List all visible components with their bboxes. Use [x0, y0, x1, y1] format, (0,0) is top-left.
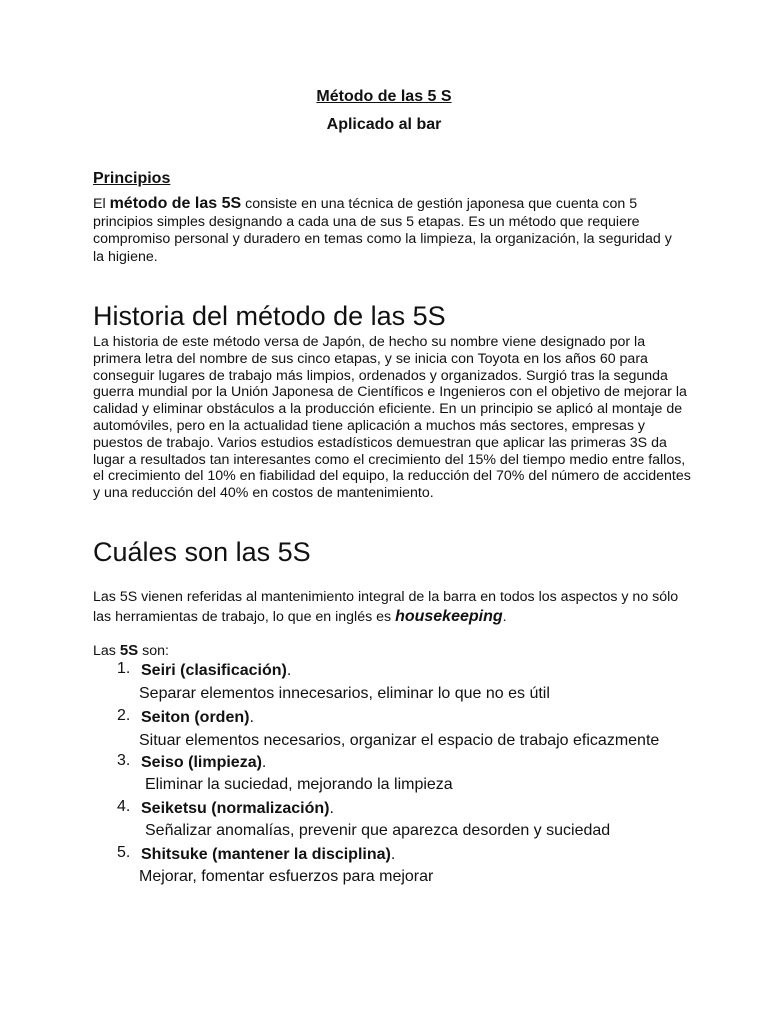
housekeeping-term: housekeeping [395, 608, 503, 625]
list-item [117, 844, 697, 888]
list-item-term-dot: . [329, 800, 334, 817]
list-intro-pre: Las [93, 643, 120, 659]
list-item-term-bold: Seiri (clasificación) [141, 662, 287, 679]
list-item-description: Señalizar anomalías, prevenir que aparezca desorden y suciedad [145, 822, 611, 839]
list-item-term-dot: . [286, 662, 292, 679]
list-item-number: 2. [117, 707, 131, 724]
list-item-term [141, 752, 697, 774]
historia-heading: Historia del método de las 5S [93, 301, 446, 331]
list-item-term [141, 660, 697, 682]
list-item-description: Eliminar la suciedad, mejorando la limpieza [145, 776, 453, 793]
cuales-paragraph [93, 588, 683, 627]
list-item-term-bold: Shitsuke (mantener la disciplina) [141, 846, 391, 863]
principios-intro-post: consiste en una técnica de gestión japonesa que cuenta con 5 principios simples designando a cada una de sus 5 etapas. Es un método que requiere compromiso personal y duradero en temas como la limpieza, la organización, la seguridad y la higiene. [93, 196, 672, 265]
list-item [117, 660, 697, 705]
list-item-term [141, 844, 697, 866]
list-intro-post: son: [138, 643, 169, 659]
list-item-term-bold: Seiso (limpieza) [141, 754, 262, 771]
document-subtitle: Aplicado al bar [326, 116, 442, 133]
list-item-description: Situar elementos necesarios, organizar el espacio de trabajo eficazmente [139, 732, 660, 749]
list-item-number: 4. [117, 798, 131, 815]
principios-heading: Principios [93, 170, 171, 187]
list-item [117, 707, 697, 752]
list-item-number: 5. [117, 844, 131, 861]
cuales-text-pre: Las 5S vienen referidas al mantenimiento integral de la barra en todos los aspectos y no sólo las herramientas de trabajo, lo que en inglés es [93, 589, 679, 625]
list-item-number: 1. [117, 660, 131, 677]
list-item-term [141, 798, 697, 820]
principios-paragraph [93, 195, 683, 266]
list-item-term-bold: Seiketsu (normalización) [141, 800, 330, 817]
list-item-term-dot: . [390, 846, 396, 863]
list-item-number: 3. [117, 752, 131, 769]
list-item-term-bold: Seiton (orden) [141, 709, 250, 726]
cuales-heading: Cuáles son las 5S [93, 537, 311, 567]
list-item-term-dot: . [261, 754, 267, 771]
list-intro [93, 642, 169, 659]
list-item-term-dot: . [249, 709, 254, 726]
document-title: Método de las 5 S [316, 88, 452, 105]
list-item-description: Mejorar, fomentar esfuerzos para mejorar [139, 868, 434, 885]
list-item [117, 798, 697, 842]
historia-paragraph: La historia de este método versa de Japón, de hecho su nombre viene designado por la primera letra del nombre de sus cinco etapas, y se inicia con Toyota en los años 60 para conseguir lugares de trabajo más limpios, ordenados y organizados. Surgió tras la segunda guerra mundial por la Unión Japonesa de Científicos e Ingenieros con el objetivo de mejorar la calidad y eliminar obstáculos a la producción eficiente. En un principio se aplicó al montaje de automóviles, pero en la actualidad tiene aplicación a muchos más sectores, empresas y puestos de trabajo. Varios estudios estadísticos demuestran que aplicar las primeras 3S da lugar a resultados tan interesantes como el crecimiento del 15% del tiempo medio entre fallos, el crecimiento del 10% en fiabilidad del equipo, la reducción del 70% del número de accidentes y una reducción del 40% en costos de mantenimiento. [93, 334, 691, 502]
list-item-term [141, 707, 697, 729]
list-item [117, 752, 697, 796]
five-s-list [117, 660, 697, 888]
cuales-text-post: . [502, 609, 507, 625]
principios-intro-pre: El [93, 196, 110, 212]
list-item-description: Separar elementos innecesarios, eliminar lo que no es útil [139, 685, 550, 702]
principios-intro-bold: método de las 5S [109, 195, 242, 212]
list-intro-bold: 5S [119, 642, 139, 659]
